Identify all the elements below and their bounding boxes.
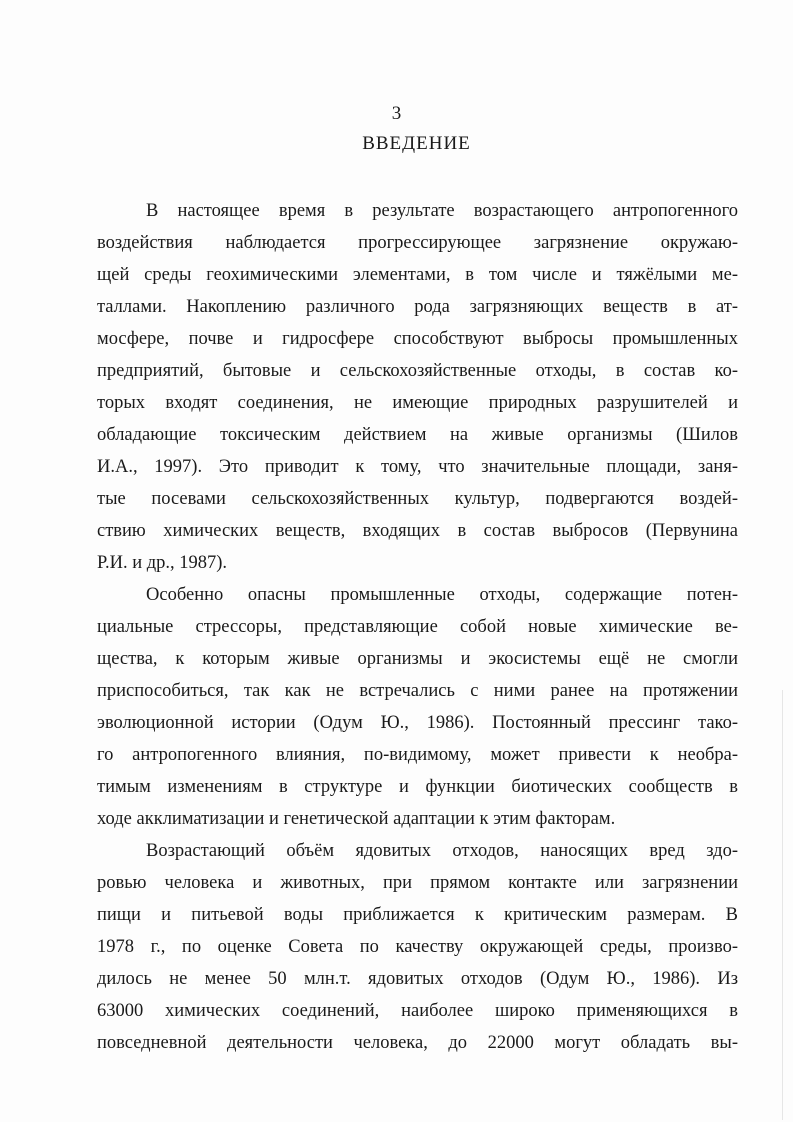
- text-line: ствию химических веществ, входящих в состав выбросов (Первунина: [97, 521, 738, 541]
- text-line: И.А., 1997). Это приводит к тому, что значительные площади, заня-: [97, 457, 738, 477]
- text-line: В настоящее время в результате возрастающего антропогенного: [146, 201, 738, 221]
- text-line: щества, к которым живые организмы и экосистемы ещё не смогли: [97, 649, 738, 669]
- text-line: ходе акклиматизации и генетической адаптации к этим факторам.: [97, 809, 616, 829]
- text-line: циальные стрессоры, представляющие собой новые химические ве-: [97, 617, 738, 637]
- text-line: торых входят соединения, не имеющие природных разрушителей и: [97, 393, 738, 413]
- text-line: приспособиться, так как не встречались с ними ранее на протяжении: [97, 681, 738, 701]
- text-line: Р.И. и др., 1987).: [97, 553, 228, 573]
- text-line: Возрастающий объём ядовитых отходов, наносящих вред здо-: [146, 841, 738, 861]
- scan-edge-shadow: [782, 690, 783, 1120]
- text-line: эволюционной истории (Одум Ю., 1986). Постоянный прессинг тако-: [97, 713, 738, 733]
- text-line: обладающие токсическим действием на живые организмы (Шилов: [97, 425, 738, 445]
- text-line: тые посевами сельскохозяйственных культур, подвергаются воздей-: [97, 489, 738, 509]
- page-number: 3: [391, 103, 402, 124]
- text-line: мосфере, почве и гидросфере способствуют выбросы промышленных: [97, 329, 738, 349]
- text-line: пищи и питьевой воды приближается к критическим размерам. В: [97, 905, 738, 925]
- body-text: [97, 195, 738, 1059]
- text-line: го антропогенного влияния, по-видимому, может привести к необра-: [97, 745, 738, 765]
- text-line: 1978 г., по оценке Совета по качеству окружающей среды, произво-: [97, 937, 738, 957]
- text-line: дилось не менее 50 млн.т. ядовитых отходов (Одум Ю., 1986). Из: [97, 969, 738, 989]
- text-line: щей среды геохимическими элементами, в том числе и тяжёлыми ме-: [97, 265, 738, 285]
- text-line: таллами. Накоплению различного рода загрязняющих веществ в ат-: [97, 297, 738, 317]
- section-title: ВВЕДЕНИЕ: [362, 133, 471, 154]
- text-line: ровью человека и животных, при прямом контакте или загрязнении: [97, 873, 738, 893]
- text-line: тимым изменениям в структуре и функции биотических сообществ в: [97, 777, 738, 797]
- text-line: предприятий, бытовые и сельскохозяйственные отходы, в состав ко-: [97, 361, 738, 381]
- text-line: Особенно опасны промышленные отходы, содержащие потен-: [146, 585, 738, 605]
- text-line: воздействия наблюдается прогрессирующее загрязнение окружаю-: [97, 233, 738, 253]
- text-line: повседневной деятельности человека, до 22000 могут обладать вы-: [97, 1033, 738, 1053]
- text-line: 63000 химических соединений, наиболее широко применяющихся в: [97, 1001, 738, 1021]
